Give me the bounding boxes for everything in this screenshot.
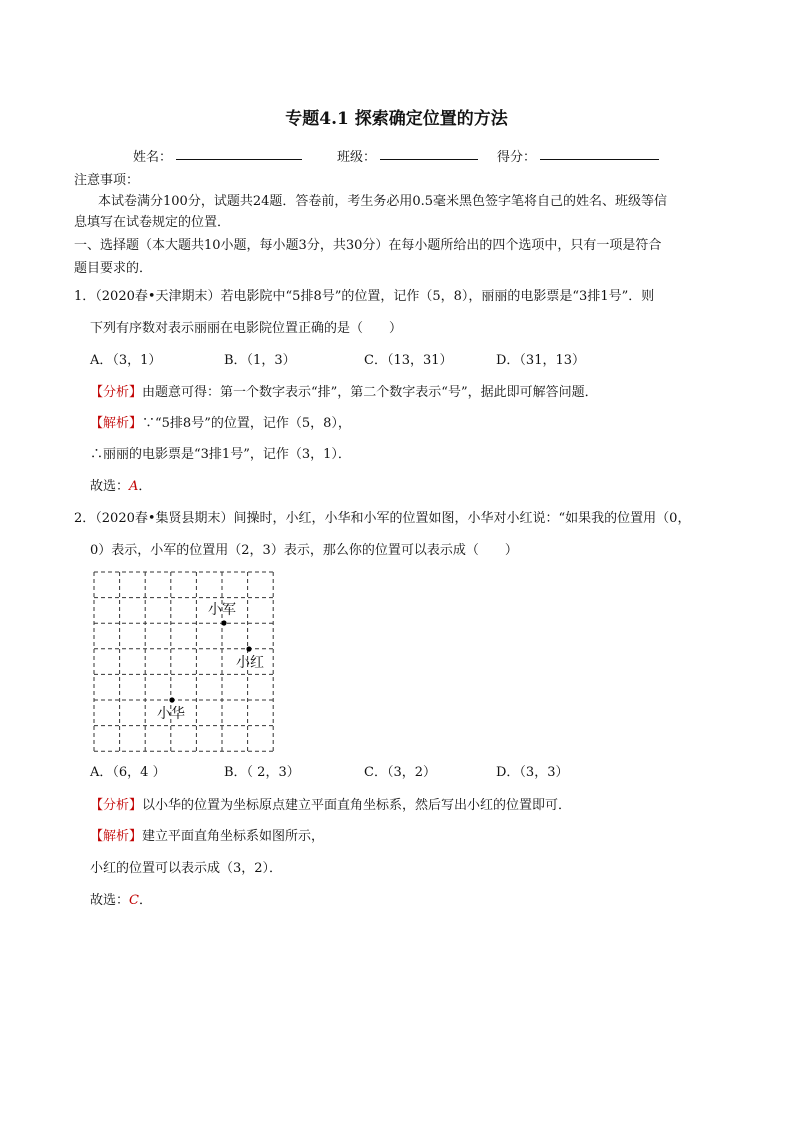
q2-solution-text: 建立平面直角坐标系如图所示，: [142, 829, 325, 844]
q1-solution-text: ∵“5排8号”的位置，记作（5，8），: [142, 416, 351, 431]
xiaohua-point: [169, 697, 174, 702]
q2-solution-line-2: 小红的位置可以表示成（3，2）．: [90, 861, 283, 876]
notice-heading: 注意事项：: [74, 173, 140, 188]
q2-option-d[interactable]: D．（3，3）: [496, 765, 569, 780]
page-title: 专题4.1 探索确定位置的方法: [285, 109, 508, 129]
q2-analysis-text: 以小华的位置为坐标原点建立平面直角坐标系，然后写出小红的位置即可．: [142, 798, 572, 813]
q2-answer-suffix: ．: [138, 893, 152, 908]
q1-option-b[interactable]: B．（1，3）: [224, 353, 296, 368]
xiaojun-point: [221, 620, 226, 625]
q1-answer-prefix: 故选：: [90, 479, 130, 494]
q1-solution-tag: 【解析】: [90, 416, 143, 431]
q2-analysis-tag: 【分析】: [90, 798, 143, 813]
section-heading-line-1: 一、选择题（本大题共10小题，每小题3分，共30分）在每小题所给出的四个选项中，只有一项是符合: [74, 238, 662, 253]
q1-analysis-tag: 【分析】: [90, 385, 143, 400]
score-label: 得分：: [497, 150, 537, 165]
class-label: 班级：: [337, 150, 377, 165]
q1-option-d[interactable]: D．（31，13）: [496, 353, 586, 368]
q1-solution-line-2: ∴丽丽的电影票是“3排1号”，记作（3，1）．: [90, 447, 351, 462]
q2-option-a[interactable]: A．（6，4 ）: [90, 765, 166, 780]
score-field[interactable]: [540, 159, 659, 160]
q2-option-c[interactable]: C．（3，2）: [364, 765, 436, 780]
xiaohong-point: [246, 646, 251, 651]
q2-position-grid: [90, 568, 280, 756]
q1-stem-line-1: 1．（2020春•天津期末）若电影院中“5排8号”的位置，记作（5，8），丽丽的电影票是“3排1号”．则: [74, 289, 655, 304]
q1-answer-letter: A: [129, 479, 139, 494]
q2-solution: [90, 828, 324, 846]
notice-line-2: 息填写在试卷规定的位置．: [74, 215, 231, 230]
xiaohua-label: 小华: [157, 706, 185, 722]
q2-option-b[interactable]: B．（ 2，3）: [224, 765, 300, 780]
q1-stem-line-2: 下列有序数对表示丽丽在电影院位置正确的是（ ）: [90, 321, 403, 336]
q2-stem-line-2: 0）表示，小军的位置用（2，3）表示，那么你的位置可以表示成（ ）: [90, 543, 518, 558]
name-label: 姓名：: [133, 150, 173, 165]
xiaohong-label: 小红: [236, 655, 264, 671]
q1-analysis-text: 由题意可得：第一个数字表示“排”，第二个数字表示“号”，据此即可解答问题．: [142, 385, 598, 400]
q2-solution-tag: 【解析】: [90, 829, 143, 844]
q1-analysis: [90, 384, 598, 402]
xiaojun-label: 小军: [208, 602, 236, 618]
q1-solution: [90, 415, 351, 433]
q2-answer-prefix: 故选：: [90, 893, 130, 908]
class-field[interactable]: [380, 159, 478, 160]
section-heading-line-2: 题目要求的．: [74, 261, 153, 276]
q2-stem-line-1: 2．（2020春•集贤县期末）间操时，小红，小华和小军的位置如图，小华对小红说：“如果我的位置用（0，: [74, 511, 691, 526]
q2-answer: [90, 892, 152, 910]
q1-answer-suffix: ．: [138, 479, 152, 494]
q2-answer-letter: C: [129, 893, 139, 908]
q1-option-c[interactable]: C．（13，31）: [364, 353, 453, 368]
q1-option-a[interactable]: A．（3，1）: [90, 353, 162, 368]
q1-answer: [90, 478, 151, 496]
notice-line-1: 本试卷满分100分，试题共24题．答卷前，考生务必用0.5毫米黑色签字笔将自己的姓名、班级等信: [98, 194, 668, 209]
name-field[interactable]: [176, 159, 302, 160]
q2-analysis: [90, 797, 571, 815]
